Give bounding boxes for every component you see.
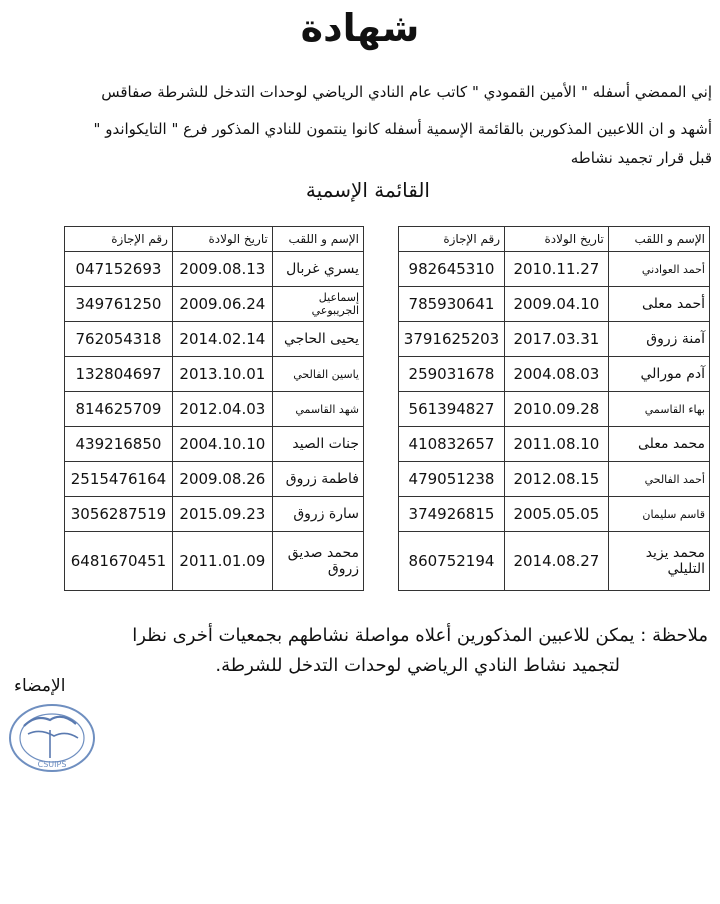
signature-label: الإمضاء: [14, 676, 66, 696]
header-name: الإسم و اللقب: [272, 227, 363, 252]
player-birth-date: 2010.11.27: [505, 252, 609, 287]
player-birth-date: 2005.05.05: [505, 497, 609, 532]
player-license: 479051238: [399, 462, 505, 497]
freeze-paragraph: قبل قرار تجميد نشاطه: [570, 149, 712, 167]
player-birth-date: 2015.09.23: [172, 497, 272, 532]
note-line-1: ملاحظة : يمكن للاعبين المذكورين أعلاه مواصلة نشاطهم بجمعيات أخرى نظرا: [132, 625, 708, 646]
player-birth-date: 2009.08.13: [172, 252, 272, 287]
player-birth-date: 2012.04.03: [172, 392, 272, 427]
table-row: [399, 462, 710, 497]
table-header-row: [65, 227, 364, 252]
player-name: محمد يزيد التليلي: [608, 532, 709, 591]
club-stamp-icon: [6, 700, 98, 774]
stamp-text: CSUIPS: [37, 760, 67, 769]
player-birth-date: 2009.04.10: [505, 287, 609, 322]
player-birth-date: 2009.08.26: [172, 462, 272, 497]
player-birth-date: 2004.08.03: [505, 357, 609, 392]
table-header-row: [399, 227, 710, 252]
player-name: إسماعيل الجريبوعي: [272, 287, 363, 322]
player-license: 6481670451: [65, 532, 173, 591]
table-row: [65, 252, 364, 287]
table-row: [399, 532, 710, 591]
player-birth-date: 2014.02.14: [172, 322, 272, 357]
header-name: الإسم و اللقب: [608, 227, 709, 252]
player-birth-date: 2017.03.31: [505, 322, 609, 357]
header-birth-date: تاريخ الولادة: [172, 227, 272, 252]
player-name: ياسين الفالحي: [272, 357, 363, 392]
player-birth-date: 2009.06.24: [172, 287, 272, 322]
player-name: آدم مورالي: [608, 357, 709, 392]
player-name: محمد معلى: [608, 427, 709, 462]
table-row: [399, 427, 710, 462]
nominal-list-title: القائمة الإسمية: [305, 178, 430, 202]
player-license: 3056287519: [65, 497, 173, 532]
table-row: [65, 287, 364, 322]
player-license: 860752194: [399, 532, 505, 591]
player-license: 349761250: [65, 287, 173, 322]
player-license: 439216850: [65, 427, 173, 462]
player-name: سارة زروق: [272, 497, 363, 532]
table-row: [65, 497, 364, 532]
table-row: [399, 322, 710, 357]
table-row: [65, 462, 364, 497]
player-name: أحمد العوادني: [608, 252, 709, 287]
players-table-right: [398, 226, 710, 591]
table-row: [399, 357, 710, 392]
table-row: [65, 357, 364, 392]
player-name: يسري غربال: [272, 252, 363, 287]
player-license: 132804697: [65, 357, 173, 392]
player-license: 259031678: [399, 357, 505, 392]
table-row: [65, 427, 364, 462]
player-name: أحمد معلى: [608, 287, 709, 322]
player-name: فاطمة زروق: [272, 462, 363, 497]
player-birth-date: 2014.08.27: [505, 532, 609, 591]
player-birth-date: 2004.10.10: [172, 427, 272, 462]
header-birth-date: تاريخ الولادة: [505, 227, 609, 252]
player-license: 814625709: [65, 392, 173, 427]
table-row: [399, 497, 710, 532]
player-license: 3791625203: [399, 322, 505, 357]
table-row: [399, 392, 710, 427]
player-license: 785930641: [399, 287, 505, 322]
player-name: شهد القاسمي: [272, 392, 363, 427]
table-row: [65, 322, 364, 357]
table-row: [65, 532, 364, 591]
player-license: 410832657: [399, 427, 505, 462]
player-license: 762054318: [65, 322, 173, 357]
player-birth-date: 2012.08.15: [505, 462, 609, 497]
player-name: قاسم سليمان: [608, 497, 709, 532]
player-license: 374926815: [399, 497, 505, 532]
player-license: 982645310: [399, 252, 505, 287]
table-row: [399, 252, 710, 287]
header-license: رقم الإجازة: [399, 227, 505, 252]
player-name: أحمد الفالحي: [608, 462, 709, 497]
player-license: 047152693: [65, 252, 173, 287]
player-license: 2515476164: [65, 462, 173, 497]
player-name: محمد صديق زروق: [272, 532, 363, 591]
note-line-2: لتجميد نشاط النادي الرياضي لوحدات التدخل للشرطة.: [215, 655, 620, 676]
player-birth-date: 2011.01.09: [172, 532, 272, 591]
player-birth-date: 2010.09.28: [505, 392, 609, 427]
player-license: 561394827: [399, 392, 505, 427]
players-table-left: [64, 226, 364, 591]
player-birth-date: 2011.08.10: [505, 427, 609, 462]
player-birth-date: 2013.10.01: [172, 357, 272, 392]
player-name: بهاء القاسمي: [608, 392, 709, 427]
header-license: رقم الإجازة: [65, 227, 173, 252]
player-name: آمنة زروق: [608, 322, 709, 357]
table-row: [65, 392, 364, 427]
table-row: [399, 287, 710, 322]
player-name: جنات الصيد: [272, 427, 363, 462]
intro-paragraph: إني الممضي أسفله " الأمين القمودي " كاتب عام النادي الرياضي لوحدات التدخل للشرطة صفاقس: [101, 83, 712, 101]
attestation-paragraph: أشهد و ان اللاعبين المذكورين بالقائمة الإسمية أسفله كانوا ينتمون للنادي المذكور فرع " التايكواندو ": [93, 120, 712, 138]
player-name: يحيى الحاجي: [272, 322, 363, 357]
document-title: شهادة: [300, 6, 420, 50]
